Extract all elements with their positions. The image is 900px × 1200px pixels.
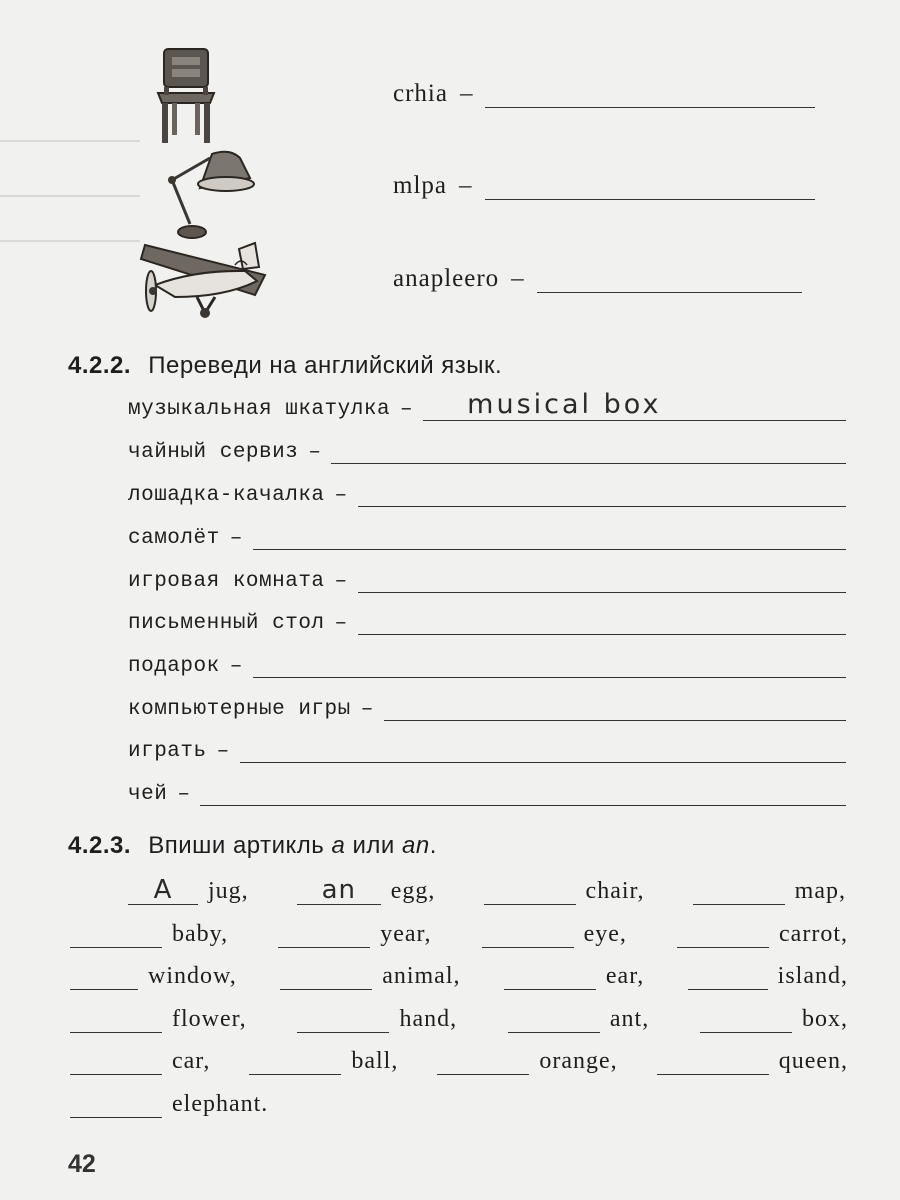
- article-item: [297, 875, 436, 905]
- bleed-through-line: [0, 140, 140, 142]
- article-item: [70, 1006, 247, 1033]
- lamp-icon: [150, 148, 260, 248]
- article-item: [693, 878, 846, 905]
- noun: island,: [777, 963, 848, 989]
- handwritten-article: an: [321, 875, 356, 905]
- translation-row: [128, 612, 846, 635]
- russian-phrase: письменный стол: [128, 612, 325, 635]
- answer-line[interactable]: [253, 531, 846, 550]
- translation-row: [128, 484, 846, 507]
- dash: –: [334, 570, 348, 593]
- russian-phrase: чайный сервиз: [128, 441, 299, 464]
- handwritten-article: A: [153, 875, 173, 905]
- russian-phrase: игровая комната: [128, 570, 325, 593]
- article-blank[interactable]: [504, 965, 596, 990]
- bleed-through-line: [0, 195, 140, 197]
- section-title: Впиши артикль: [148, 832, 325, 859]
- russian-phrase: музыкальная шкатулка: [128, 398, 391, 421]
- translation-row: [128, 783, 846, 806]
- or-word: или: [352, 832, 395, 859]
- article-blank[interactable]: [484, 880, 576, 905]
- noun: flower,: [172, 1006, 247, 1032]
- scrambled-word: anapleero: [393, 265, 500, 292]
- article-blank[interactable]: [70, 1050, 162, 1075]
- article-item: [688, 963, 848, 990]
- article-item: [280, 963, 460, 990]
- noun: year,: [380, 921, 432, 947]
- article-blank[interactable]: [700, 1008, 792, 1033]
- article-row: [70, 1091, 848, 1118]
- translation-row: [128, 570, 846, 593]
- russian-phrase: играть: [128, 740, 207, 763]
- article-blank[interactable]: [297, 875, 381, 905]
- article-row: [128, 875, 846, 905]
- article-item: [484, 878, 645, 905]
- noun: queen,: [778, 1048, 848, 1074]
- russian-phrase: подарок: [128, 655, 220, 678]
- noun: ant,: [609, 1006, 650, 1032]
- scramble-row: [393, 265, 802, 293]
- translation-row: [128, 655, 846, 678]
- answer-line[interactable]: [384, 702, 846, 721]
- handwritten-answer: musical box: [467, 389, 662, 420]
- article-item: [249, 1048, 398, 1075]
- translation-row: [128, 698, 846, 721]
- noun: ball,: [351, 1048, 399, 1074]
- dash: –: [334, 484, 348, 507]
- russian-phrase: компьютерные игры: [128, 698, 351, 721]
- noun: orange,: [539, 1048, 618, 1074]
- noun: carrot,: [779, 921, 848, 947]
- answer-line[interactable]: [240, 744, 846, 763]
- article-item: [700, 1006, 848, 1033]
- dash: –: [308, 441, 322, 464]
- noun: window,: [148, 963, 237, 989]
- article-item: [70, 1048, 210, 1075]
- answer-line[interactable]: [358, 616, 846, 635]
- noun: box,: [801, 1006, 848, 1032]
- article-blank[interactable]: [297, 1008, 389, 1033]
- article-item: [278, 921, 431, 948]
- article-blank[interactable]: [128, 875, 198, 905]
- article-row: [70, 1006, 848, 1033]
- option-an: an: [402, 832, 430, 859]
- chair-icon: [150, 45, 222, 147]
- answer-line[interactable]: [423, 389, 846, 421]
- article-row: [70, 921, 848, 948]
- article-item: [128, 875, 249, 905]
- article-blank[interactable]: [278, 923, 370, 948]
- article-item: [70, 921, 228, 948]
- article-row: [70, 1048, 848, 1075]
- answer-line[interactable]: [358, 488, 846, 507]
- article-item: [70, 963, 237, 990]
- noun: jug,: [208, 878, 249, 904]
- translation-row: [128, 441, 846, 464]
- option-a: a: [331, 832, 346, 859]
- dash: –: [216, 740, 230, 763]
- article-row: [70, 963, 848, 990]
- article-blank[interactable]: [657, 1050, 769, 1075]
- article-item: [657, 1048, 848, 1075]
- translation-row: [128, 389, 846, 421]
- translation-row: [128, 527, 846, 550]
- dash: –: [459, 172, 473, 199]
- answer-line[interactable]: [200, 787, 846, 806]
- answer-line[interactable]: [253, 659, 846, 678]
- answer-line[interactable]: [331, 445, 846, 464]
- section-number: 4.2.2.: [68, 352, 132, 379]
- article-blank[interactable]: [70, 965, 138, 990]
- answer-line[interactable]: [485, 107, 815, 108]
- article-blank[interactable]: [693, 880, 785, 905]
- russian-phrase: чей: [128, 783, 168, 806]
- article-blank[interactable]: [688, 965, 768, 990]
- answer-line[interactable]: [485, 199, 815, 200]
- article-item: [504, 963, 644, 990]
- dash: –: [334, 612, 348, 635]
- page-number: 42: [68, 1150, 96, 1178]
- article-blank[interactable]: [249, 1050, 341, 1075]
- article-blank[interactable]: [508, 1008, 600, 1033]
- article-blank[interactable]: [437, 1050, 529, 1075]
- section-title: Переведи на английский язык.: [148, 352, 503, 379]
- article-blank[interactable]: [677, 923, 769, 948]
- russian-phrase: самолёт: [128, 527, 220, 550]
- noun: egg,: [390, 878, 436, 904]
- article-item: [70, 1091, 268, 1118]
- article-blank[interactable]: [70, 1008, 162, 1033]
- noun: chair,: [585, 878, 645, 904]
- period: .: [429, 832, 437, 859]
- section-header-4-2-3: [68, 832, 437, 860]
- noun: ear,: [605, 963, 645, 989]
- airplane-icon: [135, 235, 270, 320]
- scrambled-word: crhia: [393, 80, 448, 107]
- scramble-row: [393, 172, 815, 200]
- article-item: [297, 1006, 457, 1033]
- noun: car,: [172, 1048, 211, 1074]
- answer-line[interactable]: [537, 292, 802, 293]
- dash: –: [177, 783, 191, 806]
- article-item: [482, 921, 627, 948]
- article-item: [508, 1006, 649, 1033]
- noun: eye,: [583, 921, 627, 947]
- noun: elephant.: [172, 1091, 269, 1117]
- noun: map,: [794, 878, 846, 904]
- scrambled-word: mlpa: [393, 172, 447, 199]
- dash: –: [229, 527, 243, 550]
- translation-row: [128, 740, 846, 763]
- noun: hand,: [399, 1006, 458, 1032]
- dash: –: [400, 398, 414, 421]
- section-header-4-2-2: [68, 352, 502, 380]
- dash: –: [511, 265, 525, 292]
- section-number: 4.2.3.: [68, 832, 132, 859]
- dash: –: [360, 698, 374, 721]
- article-blank[interactable]: [482, 923, 574, 948]
- russian-phrase: лошадка-качалка: [128, 484, 325, 507]
- article-blank[interactable]: [70, 923, 162, 948]
- article-blank[interactable]: [70, 1093, 162, 1118]
- article-blank[interactable]: [280, 965, 372, 990]
- dash: –: [229, 655, 243, 678]
- dash: –: [459, 80, 474, 107]
- article-item: [437, 1048, 617, 1075]
- bleed-through-line: [0, 240, 140, 242]
- noun: animal,: [382, 963, 461, 989]
- answer-line[interactable]: [358, 574, 846, 593]
- scramble-row: [393, 80, 815, 108]
- article-item: [677, 921, 848, 948]
- noun: baby,: [172, 921, 229, 947]
